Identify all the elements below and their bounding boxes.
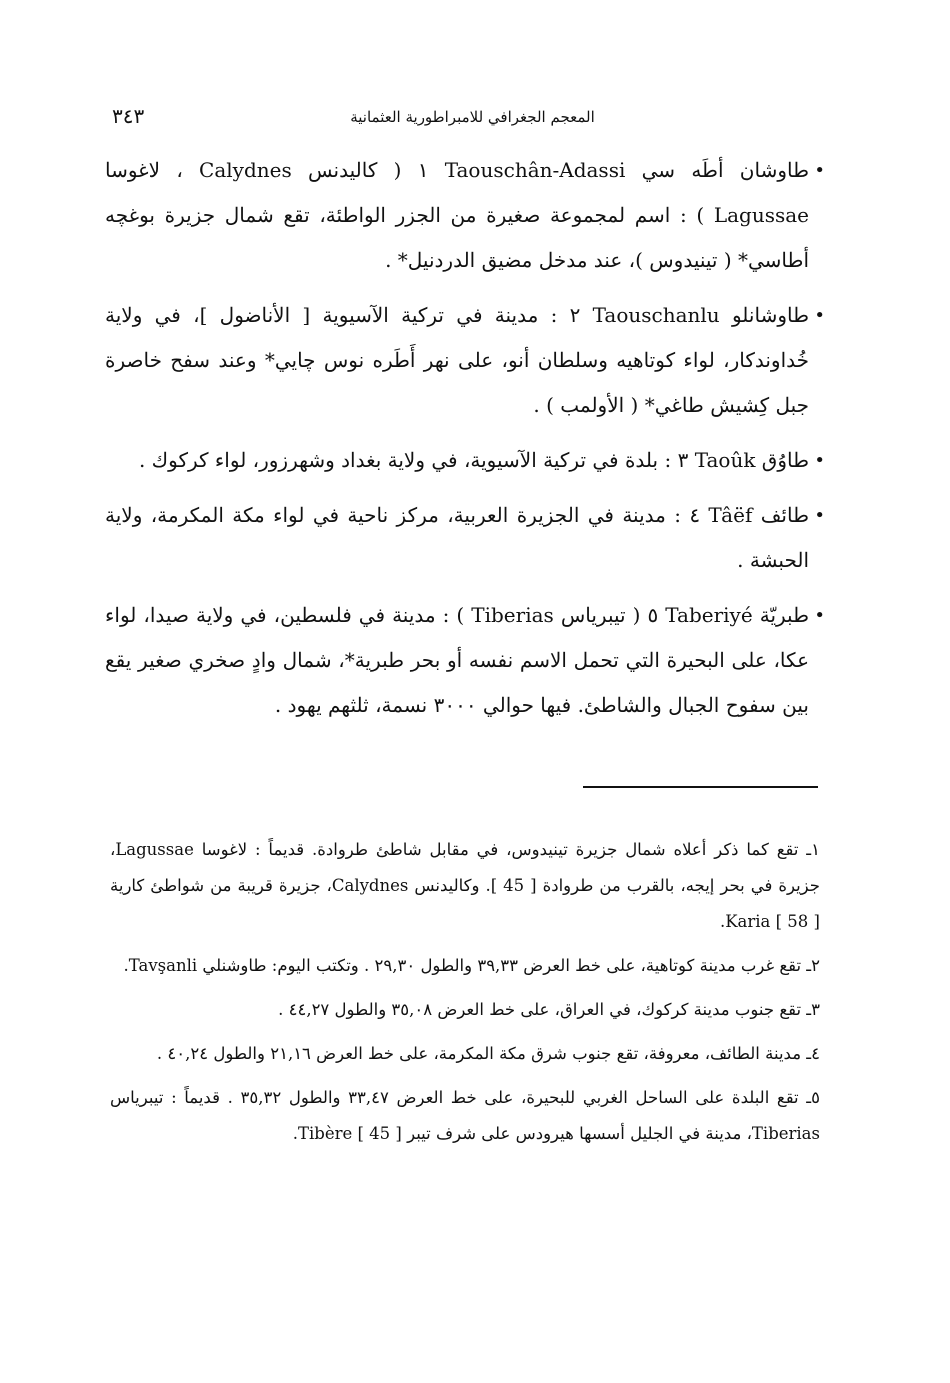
entry-taouschan-adassi [105,148,825,283]
entry-taouschanlu [105,293,825,428]
entry-text: طاوشان أطَه سي Taouschân-Adassi ١ ( كاليدنس Calydnes ، لاغوسا Lagussae ) : اسم لمجموعة صغيرة من الجزر الواطئة، تقع شمال جزيرة بوغچه أطاسي* ( تينيدوس )، عند مدخل مضيق الدردنيل* . [105,158,810,272]
bullet: • [814,505,825,526]
bullet: • [814,450,825,471]
footnote-5: ٥ـ تقع البلدة على الساحل الغربي للبحيرة، على خط العرض ٣٣,٤٧ والطول ٣٥,٣٢ . قديماً : تيبرياس Tiberias، مدينة في الجليل أسسها هيرودس على شرف تيبر Tibère [ 45 ]. [110,1088,821,1143]
entry-taef [105,493,825,583]
footnote-1: ١ـ تقع كما ذكر أعلاه شمال جزيرة تينيدوس، في مقابل شاطئ طروادة. قديماً : لاغوسا Lagussae، جزيرة في بحر إيجه، بالقرب من طروادة [ 45 ]. وكاليدنس Calydnes، جزيرة قريبة من شواطئ كارية Karia [ 58 ]. [110,840,820,931]
footnote-4: ٤ـ مدينة الطائف، معروفة، تقع جنوب شرق مكة المكرمة، على خط العرض ٢١,١٦ والطول ٤٠,٢٤ . [156,1044,820,1063]
entry-text: طاوُق Taoûk ٣ : بلدة في تركية الآسيوية، في ولاية بغداد وشهرزور، لواء كركوك . [138,448,809,472]
header-title: المعجم الجغرافي للامبراطورية العثمانية [350,108,595,126]
entry-taberiye [105,593,825,728]
running-header [110,104,820,134]
footnote-divider [583,786,818,788]
bullet: • [814,305,825,326]
dictionary-entries [105,148,825,738]
entry-text: طبريّة Taberiyé ٥ ( تيبرياس Tiberias ) : مدينة في فلسطين، في ولاية صيدا، لواء عكا، على البحيرة التي تحمل الاسم نفسه أو بحر طبرية*، شمال وادٍ صخري صغير يقع بين سفوح الجبال والشاطئ. فيها حوالي ٣٠٠٠ نسمة، ثلثهم يهود . [105,603,810,717]
bullet: • [814,605,825,626]
footnote-3: ٣ـ تقع جنوب مدينة كركوك، في العراق، على خط العرض ٣٥,٠٨ والطول ٤٤,٢٧ . [278,1000,820,1019]
entry-taouk [105,438,825,483]
entry-text: طائف Tâëf ٤ : مدينة في الجزيرة العربية، مركز ناحية في لواء مكة المكرمة، ولاية الحبشة . [105,503,809,572]
footnotes [110,832,820,1160]
footnote-2: ٢ـ تقع غرب مدينة كوتاهية، على خط العرض ٣٩,٣٣ والطول ٢٩,٣٠ . وتكتب اليوم: طاوشنلي Tavşanli. [123,956,820,975]
page-number: ٣٤٣ [112,104,145,128]
entry-text: طاوشانلو Taouschanlu ٢ : مدينة في تركية الآسيوية [ الأناضول ]، في ولاية خُداوندكار، لواء كوتاهيه وسلطان أنو، على نهر أَطَره نوس چايي* وعند سفح خاصرة جبل كِشيش طاغي* ( الأولمب ) . [105,303,809,417]
bullet: • [814,160,825,181]
